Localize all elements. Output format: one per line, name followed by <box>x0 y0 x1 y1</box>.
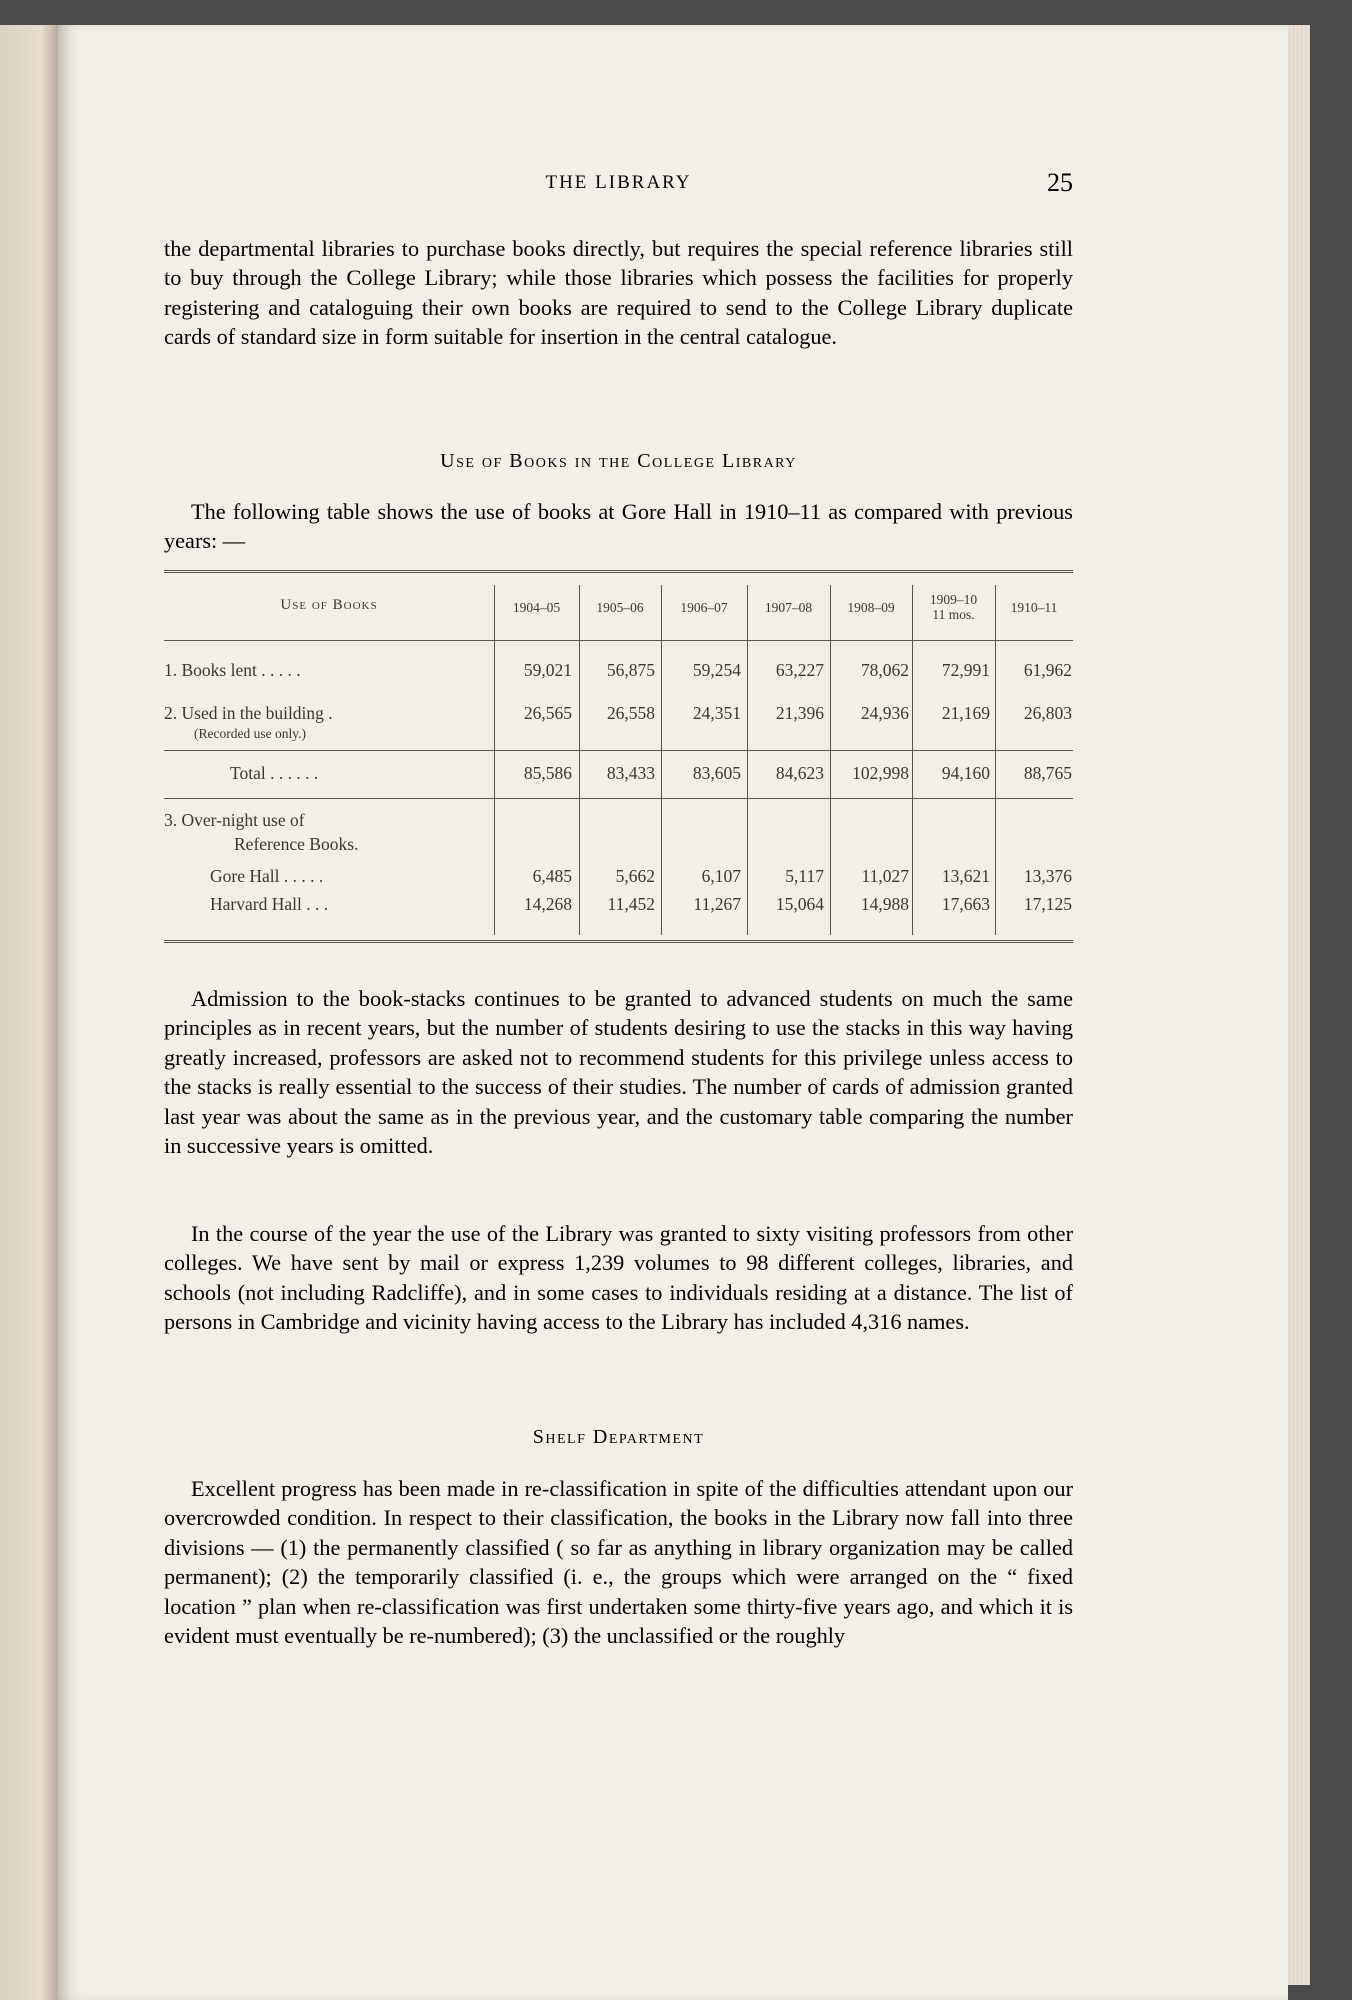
table-cell: 26,558 <box>606 703 655 723</box>
table-cell: 72,991 <box>941 660 990 680</box>
table-cell: 26,803 <box>1023 703 1072 723</box>
table-intro-paragraph: The following table shows the use of books at Gore Hall in 1910–11 as compared with previous years: — <box>164 499 1073 554</box>
table-cell: 102,998 <box>852 763 909 783</box>
table-cell: 5,117 <box>785 866 824 886</box>
table-cell: 13,376 <box>1023 866 1072 886</box>
column-header-year: 1908–09 <box>847 600 895 615</box>
row-label-overnight-use: 3. Over-night use of <box>164 810 305 830</box>
table-cell: 59,254 <box>692 660 741 680</box>
visiting-professors-paragraph: In the course of the year the use of the Library was granted to sixty visiting professors from other colleges. We have sent by mail or express 1,239 volumes to 98 different colleges, libraries, and schools (not including Radcliffe), and in some cases to individuals residing at a distance. The list of persons in Cambridge and vicinity having access to the Library has included 4,316 names. <box>164 1221 1073 1335</box>
table-cell: 24,936 <box>860 703 909 723</box>
table-top-rule <box>164 570 1073 573</box>
table-cell: 56,875 <box>606 660 655 680</box>
table-cell: 78,062 <box>860 660 909 680</box>
page-header <box>164 168 1073 198</box>
row-label-total: Total . . . . . . <box>230 763 319 783</box>
table-cell: 15,064 <box>775 894 824 914</box>
table-cell: 11,452 <box>607 894 655 914</box>
admission-paragraph: Admission to the book-stacks continues to be granted to advanced students on much the same principles as in recent years, but the number of students desiring to use the stacks in this way having greatly increased, professors are asked not to recommend students for this privilege unless access to the stacks is really essential to the success of their studies. The number of cards of admission granted last year was about the same as in the previous year, and the customary table comparing the number in successive years is omitted. <box>164 986 1073 1159</box>
table-cell: 24,351 <box>692 703 741 723</box>
table-cell: 13,621 <box>941 866 990 886</box>
column-header-year: 1904–05 <box>512 600 561 615</box>
table-cell: 88,765 <box>1023 763 1072 783</box>
table-cell: 11,027 <box>861 866 909 886</box>
table-cell: 21,169 <box>941 703 990 723</box>
running-head: THE LIBRARY <box>545 172 692 193</box>
table-cell: 61,962 <box>1023 660 1072 680</box>
column-header-year: 1905–06 <box>596 600 644 615</box>
row-label-books-lent: 1. Books lent . . . . . <box>164 660 301 680</box>
table-cell: 21,396 <box>775 703 824 723</box>
table-cell: 17,663 <box>941 894 990 914</box>
column-header-year: 1910–11 <box>1010 600 1058 615</box>
page-stack-edge <box>1288 25 1310 1985</box>
column-header-year: 1907–08 <box>764 600 813 615</box>
table-cell: 84,623 <box>775 763 824 783</box>
row-label-reference-books: Reference Books. <box>234 834 359 854</box>
column-header-year: 1909–10 <box>929 592 978 607</box>
table-cell: 5,662 <box>615 866 655 886</box>
table-bottom-rule <box>164 940 1073 943</box>
header-bottom-rule <box>164 640 1073 641</box>
row-label-harvard-hall: Harvard Hall . . . <box>210 894 329 914</box>
table-cell: 83,433 <box>606 763 655 783</box>
total-bottom-rule <box>164 798 1073 799</box>
column-header-use-of-books: Use of Books <box>280 597 378 613</box>
section-heading-shelf-department: Shelf Department <box>532 1426 705 1448</box>
column-header-subnote: 11 mos. <box>932 607 975 622</box>
table-cell: 14,988 <box>860 894 909 914</box>
table-cell: 26,565 <box>523 703 572 723</box>
total-top-rule <box>164 750 1073 751</box>
page-number: 25 <box>1047 168 1073 197</box>
table-cell: 17,125 <box>1023 894 1072 914</box>
row-label-gore-hall: Gore Hall . . . . . <box>210 866 324 886</box>
row-sublabel-recorded-use: (Recorded use only.) <box>194 726 306 741</box>
intro-paragraph: the departmental libraries to purchase books directly, but requires the special reference libraries still to buy through the College Library; while those libraries which possess the facilities for properly registering and cataloguing their own books are required to send to the College Library duplicate cards of standard size in form suitable for insertion in the central catalogue. <box>164 236 1073 350</box>
table-cell: 14,268 <box>523 894 572 914</box>
section-heading-use-of-books: Use of Books in the College Library <box>440 450 797 472</box>
row-label-used-in-building: 2. Used in the building . <box>164 703 333 723</box>
table-cell: 83,605 <box>692 763 741 783</box>
table-cell: 6,485 <box>532 866 572 886</box>
table-cell: 6,107 <box>701 866 741 886</box>
table-cell: 94,160 <box>941 763 990 783</box>
column-header-year: 1906–07 <box>680 600 728 615</box>
shelf-department-paragraph: Excellent progress has been made in re-classification in spite of the difficulties attendant upon our overcrowded condition. In respect to their classification, the books in the Library now fall into three divisions — (1) the permanently classified ( so far as anything in library organization may be called permanent); (2) the temporarily classified (i. e., the groups which were arranged on the “ fixed location ” plan when re-classification was first undertaken some thirty-five years ago, and which it is evident must eventually be re-numbered); (3) the unclassified or the roughly <box>164 1476 1073 1649</box>
table-cell: 63,227 <box>775 660 824 680</box>
previous-page-edge <box>0 25 58 2000</box>
table-cell: 11,267 <box>693 894 741 914</box>
table-cell: 59,021 <box>523 660 572 680</box>
table-cell: 85,586 <box>523 763 572 783</box>
